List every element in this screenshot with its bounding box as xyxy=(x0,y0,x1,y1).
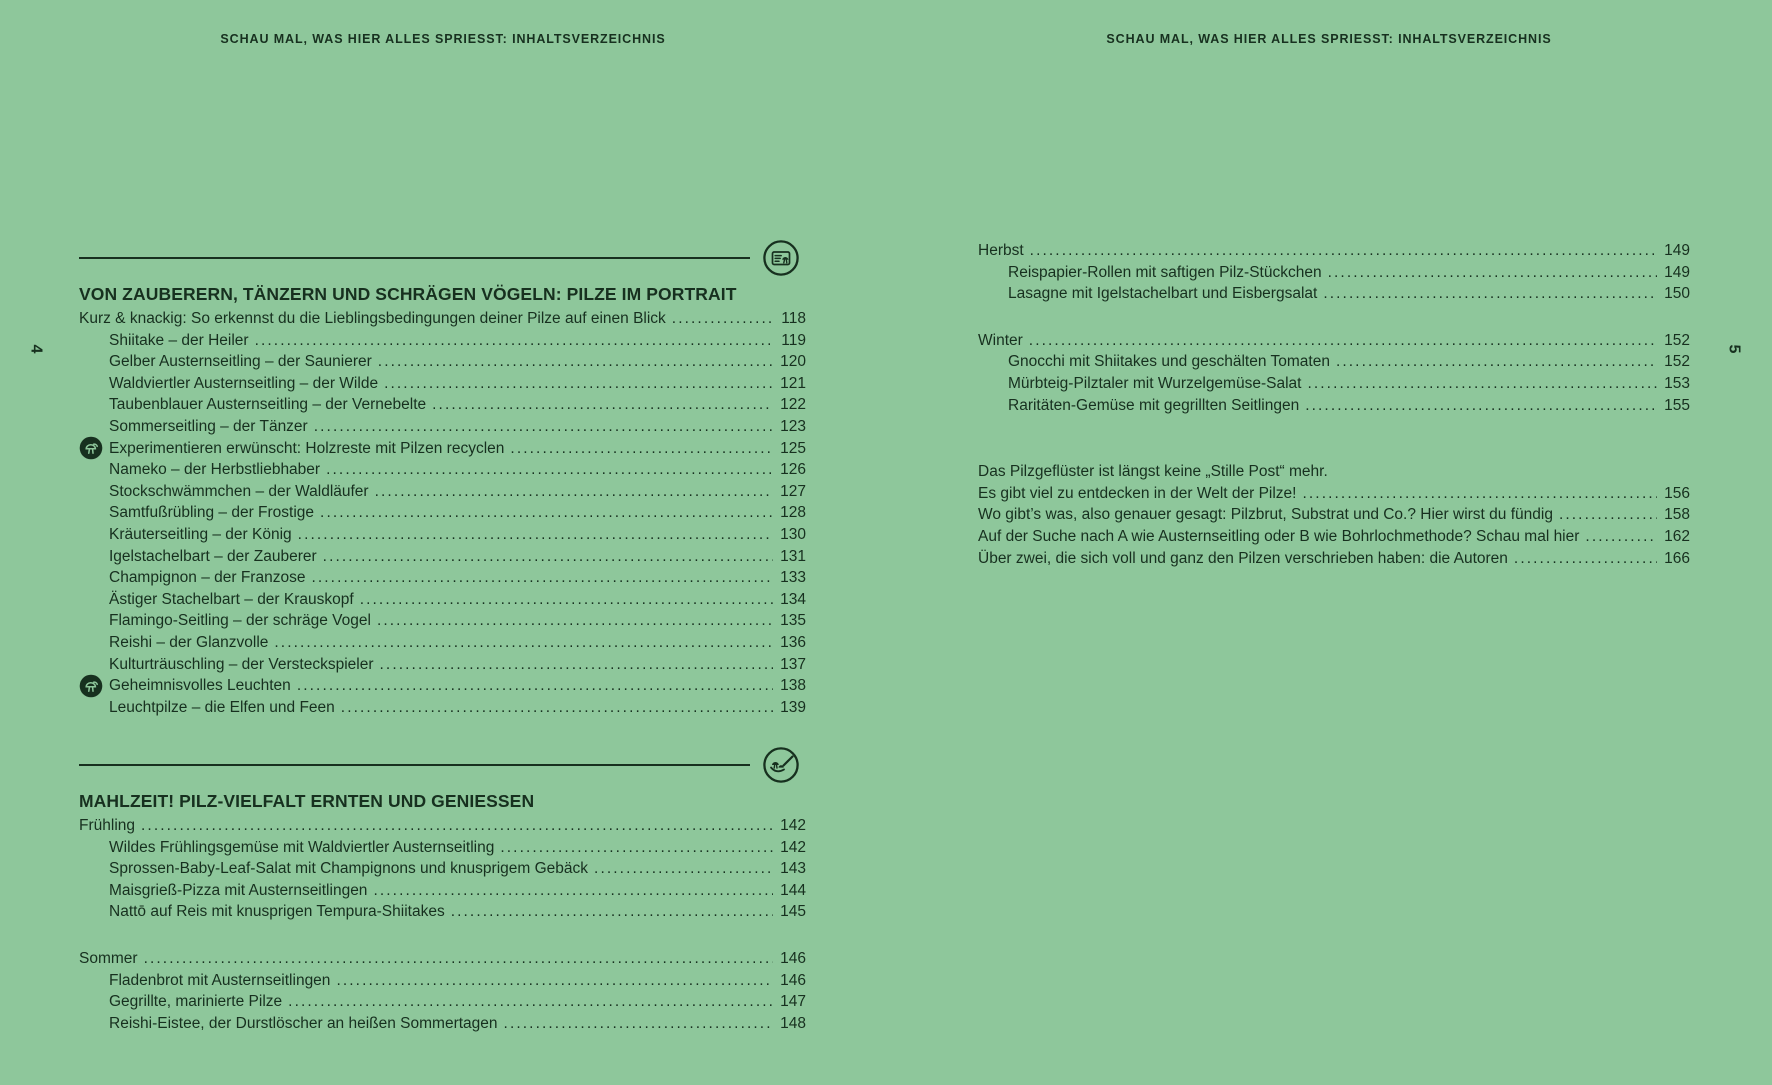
dot-leader xyxy=(341,697,773,719)
toc-entry-label: Raritäten-Gemüse mit gegrillten Seitlingen xyxy=(1008,396,1300,414)
toc-entry-page: 144 xyxy=(780,881,806,899)
toc-list-mahlzeit xyxy=(79,815,806,1034)
toc-entry-page: 166 xyxy=(1664,549,1690,567)
toc-entry-label: Auf der Suche nach A wie Austernseitling oder B wie Bohrlochmethode? Schau mal hier xyxy=(978,527,1580,545)
dot-leader xyxy=(380,654,774,676)
toc-entry xyxy=(79,858,806,880)
toc-entry-page: 152 xyxy=(1664,353,1690,371)
toc-entry xyxy=(79,567,806,589)
dot-leader xyxy=(314,416,773,438)
dot-leader xyxy=(1030,240,1657,262)
toc-entry xyxy=(79,697,806,719)
dot-leader xyxy=(320,502,773,524)
dot-leader xyxy=(672,308,773,330)
toc-entry xyxy=(978,395,1690,417)
toc-entry-label: Shiitake – der Heiler xyxy=(109,331,249,349)
toc-entry-page: 119 xyxy=(781,331,806,349)
toc-entry-label: Kurz & knackig: So erkennst du die Lieblingsbedingungen deiner Pilze auf einen Blick xyxy=(79,310,666,327)
section-head xyxy=(79,746,806,784)
toc-entry xyxy=(978,526,1690,548)
toc-entry-page: 155 xyxy=(1664,396,1690,414)
toc-entry xyxy=(978,373,1690,395)
toc-entry xyxy=(79,330,806,352)
toc-entry-label: Sommerseitling – der Tänzer xyxy=(109,417,308,435)
toc-entry-label: Wo gibt’s was, also genauer gesagt: Pilzbrut, Substrat und Co.? Hier wirst du fündig xyxy=(978,506,1553,524)
toc-entry-page: 125 xyxy=(780,439,806,457)
dot-leader xyxy=(377,610,773,632)
dot-leader xyxy=(297,675,773,697)
toc-entry-page: 135 xyxy=(780,612,806,630)
toc-entry xyxy=(978,461,1690,483)
dot-leader xyxy=(1029,330,1657,352)
section-head xyxy=(79,239,806,277)
dot-leader xyxy=(1328,262,1657,284)
section-mahlzeit xyxy=(79,746,806,1034)
toc-entry-page: 158 xyxy=(1664,506,1690,524)
dot-leader xyxy=(274,632,773,654)
dot-leader xyxy=(510,438,773,460)
toc-entry xyxy=(978,330,1690,352)
page-number-right: 5 xyxy=(1725,344,1743,354)
toc-entry-label: Maisgrieß-Pizza mit Austernseitlingen xyxy=(109,881,368,899)
toc-entry-label: Gnocchi mit Shiitakes und geschälten Tomaten xyxy=(1008,353,1330,371)
toc-entry xyxy=(79,546,806,568)
dot-leader xyxy=(378,351,773,373)
toc-entry-page: 123 xyxy=(780,417,806,435)
dot-leader xyxy=(594,858,773,880)
toc-entry xyxy=(79,524,806,546)
toc-entry-label: Reispapier-Rollen mit saftigen Pilz-Stückchen xyxy=(1008,263,1322,281)
toc-entry xyxy=(79,991,806,1013)
toc-entry xyxy=(978,262,1690,284)
toc-entry xyxy=(79,351,806,373)
toc-entry-label: Taubenblauer Austernseitling – der Vernebelte xyxy=(109,396,427,414)
toc-entry xyxy=(79,970,806,992)
dot-leader xyxy=(1302,483,1657,505)
toc-entry-label: Winter xyxy=(978,331,1023,349)
mushroom-id-card-icon xyxy=(762,239,800,277)
running-header-right: SCHAU MAL, WAS HIER ALLES SPRIESST: INHALTSVERZEICHNIS xyxy=(1106,32,1552,46)
toc-entry xyxy=(79,394,806,416)
toc-entry-page: 152 xyxy=(1664,331,1690,349)
toc-entry xyxy=(978,483,1690,505)
toc-entry xyxy=(79,438,806,460)
toc-entry-page: 142 xyxy=(780,838,806,856)
toc-entry-label: Gelber Austernseitling – der Saunierer xyxy=(109,353,372,371)
toc-entry-page: 121 xyxy=(780,374,806,392)
toc-entry-page: 149 xyxy=(1664,242,1690,259)
toc-entry-label: Sprossen-Baby-Leaf-Salat mit Champignons und knusprigem Gebäck xyxy=(109,860,589,878)
toc-entry-page: 122 xyxy=(780,396,806,414)
toc-list-portrait xyxy=(79,308,806,718)
dot-leader xyxy=(141,815,773,837)
toc-entry-page: 131 xyxy=(780,547,806,565)
toc-entry-label: Herbst xyxy=(978,242,1024,259)
toc-entry-page: 143 xyxy=(780,860,806,878)
toc-entry xyxy=(79,459,806,481)
toc-entry-label: Kräuterseitling – der König xyxy=(109,525,292,543)
toc-entry-page: 134 xyxy=(780,590,806,608)
toc-entry-label: Reishi-Eistee, der Durstlöscher an heißen Sommertagen xyxy=(109,1014,498,1032)
dot-leader xyxy=(451,901,773,923)
toc-entry-page: 120 xyxy=(780,353,806,371)
toc-entry-page: 146 xyxy=(780,949,806,967)
toc-entry-page: 150 xyxy=(1664,285,1690,303)
toc-entry-label: Geheimnisvolles Leuchten xyxy=(109,677,291,695)
dot-leader xyxy=(255,330,773,352)
dot-leader xyxy=(1307,373,1657,395)
toc-entry-page: 127 xyxy=(780,482,806,500)
toc-entry-page: 137 xyxy=(780,655,806,673)
toc-entry-page: 139 xyxy=(780,698,806,716)
toc-entry xyxy=(978,240,1690,262)
toc-entry-label: Champignon – der Franzose xyxy=(109,569,306,587)
toc-entry-page: 145 xyxy=(780,903,806,921)
toc-entry xyxy=(79,654,806,676)
toc-entry xyxy=(79,373,806,395)
toc-entry-label: Waldviertler Austernseitling – der Wilde xyxy=(109,374,379,392)
toc-entry xyxy=(79,502,806,524)
toc-list-right xyxy=(978,240,1690,569)
dot-leader xyxy=(144,948,773,970)
toc-entry-page: 130 xyxy=(780,525,806,543)
page-number-left: 4 xyxy=(27,344,45,354)
dot-leader xyxy=(1585,526,1657,548)
section-title: VON ZAUBERERN, TÄNZERN UND SCHRÄGEN VÖGELN: PILZE IM PORTRAIT xyxy=(79,284,737,304)
toc-entry-label: Frühling xyxy=(79,817,135,834)
toc-entry xyxy=(79,481,806,503)
dot-leader xyxy=(375,481,773,503)
mushroom-badge-icon xyxy=(79,436,103,460)
toc-entry-page: 162 xyxy=(1664,527,1690,545)
toc-entry-label: Leuchtpilze – die Elfen und Feen xyxy=(109,698,335,716)
toc-entry xyxy=(79,632,806,654)
toc-entry-page: 133 xyxy=(780,569,806,587)
toc-entry xyxy=(79,675,806,697)
dot-leader xyxy=(1559,504,1657,526)
toc-entry-label: Nameko – der Herbstliebhaber xyxy=(109,461,321,479)
dot-leader xyxy=(1323,283,1657,305)
toc-entry-label: Es gibt viel zu entdecken in der Welt der Pilze! xyxy=(978,484,1297,502)
dot-leader xyxy=(1514,548,1657,570)
toc-entry xyxy=(978,504,1690,526)
toc-entry-label: Wildes Frühlingsgemüse mit Waldviertler Austernseitling xyxy=(109,838,495,856)
toc-entry-label: Über zwei, die sich voll und ganz den Pilzen verschrieben haben: die Autoren xyxy=(978,549,1508,567)
toc-entry xyxy=(978,283,1690,305)
toc-entry xyxy=(978,351,1690,373)
section-title: MAHLZEIT! PILZ-VIELFALT ERNTEN UND GENIESSEN xyxy=(79,791,535,811)
toc-entry-label: Stockschwämmchen – der Waldläufer xyxy=(109,482,369,500)
toc-entry-label: Das Pilzgeflüster ist längst keine „Stille Post“ mehr. xyxy=(978,463,1328,481)
toc-entry-page: 153 xyxy=(1664,374,1690,392)
toc-entry xyxy=(79,948,806,970)
toc-entry-label: Ästiger Stachelbart – der Krauskopf xyxy=(109,590,354,608)
dot-leader xyxy=(323,546,773,568)
dot-leader xyxy=(1336,351,1657,373)
toc-entry-label: Reishi – der Glanzvolle xyxy=(109,633,269,651)
dot-leader xyxy=(373,880,773,902)
section-portrait xyxy=(79,239,806,718)
toc-entry-page: 136 xyxy=(780,633,806,651)
toc-entry-label: Fladenbrot mit Austernseitlingen xyxy=(109,971,331,989)
dot-leader xyxy=(288,991,773,1013)
toc-entry-page: 118 xyxy=(781,310,806,327)
dot-leader xyxy=(432,394,773,416)
toc-entry-label: Mürbteig-Pilztaler mit Wurzelgemüse-Salat xyxy=(1008,374,1302,392)
toc-entry-page: 126 xyxy=(780,461,806,479)
dot-leader xyxy=(326,459,773,481)
toc-entry-label: Kulturträuschling – der Versteckspieler xyxy=(109,655,374,673)
dot-leader xyxy=(384,373,773,395)
dot-leader xyxy=(336,970,773,992)
toc-entry-label: Nattō auf Reis mit knusprigen Tempura-Shiitakes xyxy=(109,903,445,921)
mushroom-badge-icon xyxy=(79,674,103,698)
toc-entry xyxy=(79,880,806,902)
toc-entry-page: 146 xyxy=(780,971,806,989)
dot-leader xyxy=(360,589,773,611)
toc-entry-label: Lasagne mit Igelstachelbart und Eisbergsalat xyxy=(1008,285,1318,303)
toc-entry-label: Samtfußrübling – der Frostige xyxy=(109,504,315,522)
toc-entry-page: 149 xyxy=(1664,263,1690,281)
toc-entry xyxy=(79,589,806,611)
toc-entry-page: 138 xyxy=(780,677,806,695)
mushroom-pan-icon xyxy=(762,746,800,784)
toc-entry xyxy=(79,1013,806,1035)
toc-entry-label: Flamingo-Seitling – der schräge Vogel xyxy=(109,612,371,630)
running-header-left: SCHAU MAL, WAS HIER ALLES SPRIESST: INHALTSVERZEICHNIS xyxy=(220,32,666,46)
toc-entry-label: Experimentieren erwünscht: Holzreste mit Pilzen recyclen xyxy=(109,439,505,457)
toc-entry-label: Gegrillte, marinierte Pilze xyxy=(109,993,283,1011)
toc-entry xyxy=(79,610,806,632)
toc-entry-page: 147 xyxy=(780,993,806,1011)
toc-entry xyxy=(79,416,806,438)
dot-leader xyxy=(1305,395,1657,417)
toc-entry-page: 128 xyxy=(780,504,806,522)
toc-entry xyxy=(79,837,806,859)
section-rule xyxy=(79,764,750,767)
toc-entry-label: Sommer xyxy=(79,949,138,967)
toc-entry-page: 142 xyxy=(780,817,806,834)
dot-leader xyxy=(311,567,773,589)
toc-entry xyxy=(79,901,806,923)
section-rule xyxy=(79,257,750,260)
toc-entry-page: 148 xyxy=(780,1014,806,1032)
toc-entry xyxy=(79,308,806,330)
toc-entry xyxy=(79,815,806,837)
toc-entry xyxy=(978,548,1690,570)
dot-leader xyxy=(500,837,773,859)
toc-entry-label: Igelstachelbart – der Zauberer xyxy=(109,547,317,565)
toc-entry-page: 156 xyxy=(1664,484,1690,502)
dot-leader xyxy=(504,1013,773,1035)
right-page-toc xyxy=(978,240,1690,569)
dot-leader xyxy=(298,524,773,546)
